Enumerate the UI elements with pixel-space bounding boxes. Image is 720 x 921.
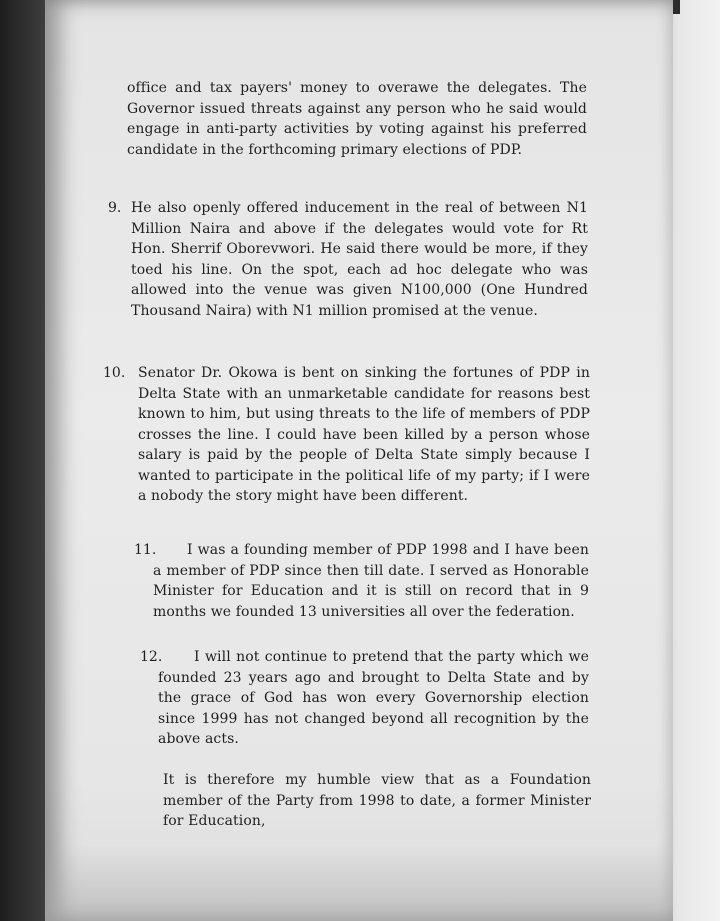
item-9-text: He also openly offered inducement in the real of between N1 Million Naira and above if the delegates would vote for Rt Hon. Sherrif Oborevwori. He said there would be more, if they toed his line. On the spot, each ad hoc delegate who was allowed into the venue was given N100,000 (One Hundred Thousand Naira) with N1 million promised at the venue. (131, 200, 588, 319)
page-shadow (45, 845, 673, 921)
closing-paragraph: It is therefore my humble view that as a Foundation member of the Party from 1998 to date, a former Minister for Education, (163, 772, 591, 829)
item-12-text: I will not continue to pretend that the party which we founded 23 years ago and brought to Delta State and by the grace of God has won every Governorship election since 1999 has not changed beyond all recognition by the above acts. (158, 649, 589, 747)
item-11-text: I was a founding member of PDP 1998 and I have been a member of PDP since then till date. I served as Honorable Minister for Education and it is still on record that in 9 months we founded 13 universities all over the federation. (153, 542, 589, 620)
item-10-number: 10. (103, 365, 126, 381)
item-10-text: Senator Dr. Okowa is bent on sinking the fortunes of PDP in Delta State with an unmarketable candidate for reasons best known to him, but using threats to the life of members of PDP crosses the line. I could have been killed by a person whose salary is paid by the people of Delta State simply because I wanted to participate in the political life of my party; if I were a nobody the story might have been different. (138, 365, 590, 504)
item-11-number: 11. (134, 542, 157, 558)
item-12-number: 12. (140, 649, 163, 665)
continuation-paragraph: office and tax payers' money to overawe the delegates. The Governor issued threats against any person who he said would engage in anti-party activities by voting against his preferred candidate in the forthcoming primary elections of PDP. (127, 80, 587, 158)
item-9-number: 9. (108, 200, 122, 216)
